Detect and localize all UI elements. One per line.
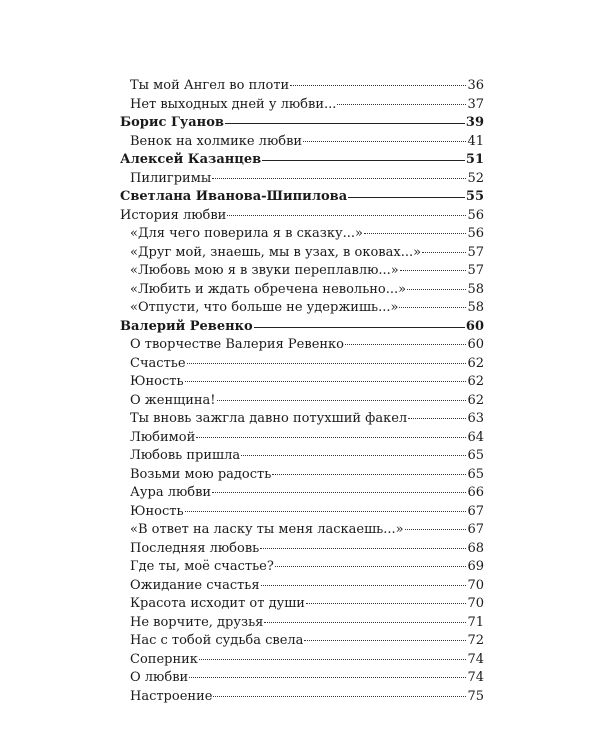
toc-page-number: 51 (465, 152, 484, 167)
toc-leader (303, 141, 466, 142)
toc-entry (120, 262, 484, 281)
toc-leader (275, 566, 467, 567)
toc-author-heading (120, 188, 484, 207)
toc-entry-title: Где ты, моё счастье? (130, 559, 274, 574)
toc-entry-title: Валерий Ревенко (120, 318, 253, 334)
toc-entry (120, 133, 484, 152)
toc-page-number: 67 (467, 522, 484, 537)
toc-page-number: 58 (467, 300, 484, 315)
toc-entry-title: Ты мой Ангел во плоти (130, 78, 290, 93)
toc-leader (264, 622, 466, 623)
toc-leader (364, 233, 466, 234)
toc-entry (120, 614, 484, 633)
toc-entry-title: «Для чего поверила я в сказку...» (130, 226, 363, 241)
toc-entry-title: Нет выходных дней у любви... (130, 96, 337, 112)
toc-entry-title: Возьми мою радость (130, 466, 272, 482)
toc-page-number: 72 (467, 633, 484, 648)
toc-leader (189, 677, 466, 678)
toc-entry (120, 392, 484, 411)
toc-entry-title: Красота исходит от души (130, 596, 305, 611)
toc-leader (407, 289, 466, 290)
toc-entry-title: Настроение (130, 688, 213, 704)
toc-entry-title: «Друг мой, знаешь, мы в узах, в оковах...» (130, 244, 422, 260)
toc-leader (405, 529, 467, 530)
toc-entry-title: Пилигримы (130, 170, 212, 186)
toc-entry-title: Светлана Иванова-Шипилова (120, 189, 348, 204)
toc-entry (120, 669, 484, 688)
toc-leader (217, 400, 467, 401)
toc-page-number: 69 (467, 559, 484, 574)
toc-entry (120, 299, 484, 318)
toc-entry-title: Нас с тобой судьба свела (130, 633, 304, 648)
toc-entry (120, 484, 484, 503)
toc-leader (408, 418, 466, 419)
toc-entry (120, 170, 484, 189)
toc-page-number: 75 (467, 688, 484, 704)
toc-entry (120, 521, 484, 540)
toc-leader (400, 270, 467, 271)
toc-page-number: 39 (465, 115, 484, 130)
toc-leader (422, 252, 466, 253)
toc-page-number: 60 (465, 318, 484, 334)
toc-leader (212, 492, 466, 493)
toc-page-number: 65 (467, 448, 484, 463)
toc-entry (120, 244, 484, 263)
toc-entry (120, 77, 484, 96)
toc-leader (213, 696, 466, 697)
toc-entry-title: Аура любви (130, 485, 212, 500)
toc-author-heading (120, 114, 484, 133)
toc-page-number: 64 (467, 429, 484, 445)
toc-entry-title: «Любить и ждать обречена невольно...» (130, 281, 407, 297)
toc-leader (254, 327, 465, 328)
toc-page-number: 62 (467, 374, 484, 389)
toc-page-number: 62 (467, 392, 484, 408)
toc-entry-title: Ты вновь зажгла давно потухший факел (130, 411, 408, 426)
toc-entry-title: Венок на холмике любви (130, 133, 303, 149)
toc-page-number: 56 (467, 226, 484, 241)
toc-page-number: 57 (467, 263, 484, 278)
toc-leader (399, 307, 466, 308)
toc-entry-title: Юность (130, 503, 184, 519)
toc-entry (120, 207, 484, 226)
toc-leader (260, 548, 466, 549)
toc-author-heading (120, 151, 484, 170)
toc-entry-title: Не ворчите, друзья (130, 614, 264, 630)
toc-entry-title: История любви (120, 207, 227, 223)
toc-entry (120, 96, 484, 115)
toc-leader (187, 363, 467, 364)
toc-leader (185, 511, 467, 512)
toc-entry-title: Последняя любовь (130, 540, 260, 556)
toc-page-number: 74 (467, 651, 484, 667)
toc-page-number: 70 (467, 596, 484, 611)
toc-page-number: 57 (467, 244, 484, 260)
toc-page-number: 37 (467, 96, 484, 112)
toc-page-number: 65 (467, 466, 484, 482)
toc-entry (120, 503, 484, 522)
toc-leader (241, 455, 466, 456)
toc-leader (196, 437, 466, 438)
toc-leader (262, 160, 465, 161)
toc-entry (120, 281, 484, 300)
table-of-contents (120, 77, 484, 706)
toc-leader (272, 474, 466, 475)
toc-page-number: 74 (467, 670, 484, 685)
toc-entry (120, 466, 484, 485)
toc-author-heading (120, 318, 484, 337)
toc-entry-title: О творчестве Валерия Ревенко (130, 337, 344, 352)
toc-entry (120, 225, 484, 244)
toc-entry (120, 595, 484, 614)
toc-entry-title: Соперник (130, 651, 198, 667)
toc-entry-title: Юность (130, 374, 184, 389)
toc-page-number: 70 (467, 577, 484, 593)
toc-entry (120, 373, 484, 392)
toc-entry (120, 410, 484, 429)
toc-page-number: 71 (467, 614, 484, 630)
toc-page-number: 63 (467, 411, 484, 426)
toc-entry-title: «В ответ на ласку ты меня ласкаешь...» (130, 522, 404, 537)
toc-page-number: 60 (467, 337, 484, 352)
toc-entry (120, 355, 484, 374)
toc-page-number: 52 (467, 170, 484, 186)
toc-entry (120, 632, 484, 651)
toc-page-number: 58 (467, 281, 484, 297)
toc-leader (348, 197, 465, 198)
toc-leader (345, 344, 466, 345)
toc-leader (199, 659, 467, 660)
toc-entry-title: «Любовь мою я в звуки переплавлю...» (130, 263, 399, 278)
toc-entry-title: Любовь пришла (130, 448, 241, 463)
toc-entry (120, 558, 484, 577)
toc-leader (306, 603, 466, 604)
toc-entry (120, 577, 484, 596)
toc-entry (120, 540, 484, 559)
toc-page-number: 41 (467, 133, 484, 149)
toc-leader (261, 585, 467, 586)
toc-leader (304, 640, 466, 641)
toc-page-number: 62 (467, 355, 484, 371)
toc-leader (337, 104, 466, 105)
toc-page-number: 68 (467, 540, 484, 556)
toc-leader (290, 85, 466, 86)
toc-leader (185, 381, 467, 382)
toc-entry-title: Алексей Казанцев (120, 152, 262, 167)
toc-page-number: 66 (467, 485, 484, 500)
toc-entry (120, 447, 484, 466)
toc-entry (120, 336, 484, 355)
toc-entry (120, 651, 484, 670)
toc-leader (212, 178, 466, 179)
toc-entry-title: О женщина! (130, 392, 216, 408)
toc-entry-title: «Отпусти, что больше не удержишь...» (130, 300, 399, 315)
toc-page-number: 67 (467, 503, 484, 519)
toc-leader (225, 123, 465, 124)
toc-entry-title: О любви (130, 670, 189, 685)
toc-entry (120, 688, 484, 707)
toc-entry (120, 429, 484, 448)
toc-leader (227, 215, 466, 216)
toc-page-number: 56 (467, 207, 484, 223)
toc-page-number: 55 (465, 189, 484, 204)
toc-entry-title: Любимой (130, 429, 196, 445)
toc-entry-title: Ожидание счастья (130, 577, 260, 593)
toc-page-number: 36 (467, 78, 484, 93)
toc-entry-title: Счастье (130, 355, 186, 371)
toc-entry-title: Борис Гуанов (120, 115, 224, 130)
